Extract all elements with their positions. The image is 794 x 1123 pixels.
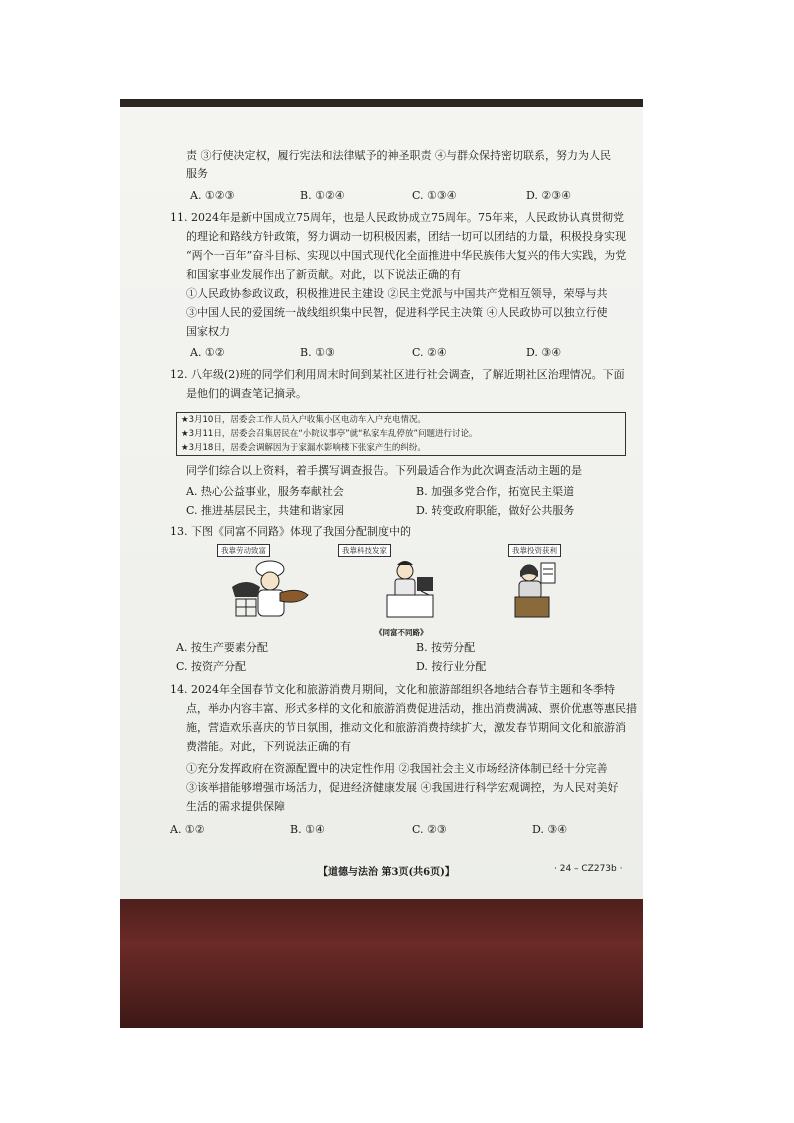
q11-line1: 11. 2024年是新中国成立75周年，也是人民政协成立75周年。75年来，人民政协认真贯彻党	[170, 211, 624, 224]
q14-line1: 14. 2024年全国春节文化和旅游消费月期间，文化和旅游部组织各地结合春节主题和冬季特	[170, 683, 615, 696]
q13-option-a: A. 按生产要素分配	[176, 641, 268, 654]
q11-option-a: A. ①②	[190, 346, 225, 359]
q12-line1: 12. 八年级(2)班的同学们利用周末时间到某社区进行社会调查，了解近期社区治理情况。下面	[170, 368, 625, 381]
q14-line6: ③该举措能够增强市场活力，促进经济健康发展 ④我国进行科学宏观调控，为人民对美好	[186, 781, 619, 794]
q11-option-c: C. ②④	[412, 346, 447, 359]
q14-option-a: A. ①②	[170, 823, 205, 836]
footer-page-info: 【道德与法治 第3页(共6页)】	[318, 867, 455, 878]
q12-after: 同学们综合以上资料，着手撰写调查报告。下列最适合作为此次调查活动主题的是	[186, 464, 582, 477]
q10-line2: 服务	[186, 167, 208, 180]
q14-option-b: B. ①④	[290, 823, 325, 836]
q14-line5: ①充分发挥政府在资源配置中的决定性作用 ②我国社会主义市场经济体制已经十分完善	[186, 762, 608, 775]
chef-cartoon	[220, 559, 315, 619]
cartoon-caption: 《同富不同路》	[375, 628, 428, 637]
survey-note-2: ★3月11日，居委会召集居民在“小院议事亭”就“私家车乱停放”问题进行讨论。	[181, 429, 478, 439]
q14-line4: 费潜能。对此，下列说法正确的有	[186, 740, 351, 753]
q12-option-d: D. 转变政府职能，做好公共服务	[416, 504, 575, 517]
q11-line7: 国家权力	[186, 325, 230, 338]
engineer-cartoon	[375, 559, 445, 619]
footer-code: · 24 – CZ273b ·	[554, 864, 623, 874]
survey-note-1: ★3月10日，居委会工作人员入户收集小区电动车入户充电情况。	[181, 415, 426, 425]
survey-note-3: ★3月18日，居委会调解因为于家漏水影响楼下张家产生的纠纷。	[181, 443, 426, 453]
q12-option-a: A. 热心公益事业，服务奉献社会	[186, 485, 344, 498]
q11-line2: 的理论和路线方针政策，努力调动一切积极因素，团结一切可以团结的力量，积极投身实现	[186, 230, 626, 243]
q12-option-c: C. 推进基层民主，共建和谐家园	[186, 504, 345, 517]
q10-option-b: B. ①②④	[300, 189, 345, 202]
q11-option-d: D. ③④	[526, 346, 562, 359]
bubble-tech: 我靠科技发家	[338, 544, 391, 557]
q11-line4: 和国家事业发展作出了新贡献。对此，以下说法正确的有	[186, 268, 461, 281]
q11-line3: “两个一百年”奋斗目标、实现以中国式现代化全面推进中华民族伟大复兴的伟大实践，为党	[186, 249, 627, 262]
q11-option-b: B. ①③	[300, 346, 335, 359]
wood-table-background	[120, 899, 643, 1028]
q12-line2: 是他们的调查笔记摘录。	[186, 387, 307, 400]
q13-option-d: D. 按行业分配	[416, 660, 487, 673]
q14-line3: 施，营造欢乐喜庆的节日氛围，推动文化和旅游消费持续扩大，激发春节期间文化和旅游消	[186, 721, 626, 734]
investor-cartoon	[505, 559, 565, 621]
q10-option-d: D. ②③④	[526, 189, 572, 202]
bubble-investment: 我靠投资获利	[508, 544, 561, 557]
q14-line2: 点，举办内容丰富、形式多样的文化和旅游消费促进活动，推出消费满减、票价优惠等惠民措	[186, 702, 637, 715]
photo-frame	[120, 99, 643, 1028]
q10-option-a: A. ①②③	[190, 189, 235, 202]
q12-option-b: B. 加强多党合作，拓宽民主渠道	[416, 485, 575, 498]
bubble-labor: 我靠劳动致富	[217, 544, 270, 557]
exam-paper	[120, 107, 643, 907]
q14-option-c: C. ②③	[412, 823, 447, 836]
q13-option-b: B. 按劳分配	[416, 641, 476, 654]
q13-line: 13. 下图《同富不同路》体现了我国分配制度中的	[170, 525, 411, 538]
dark-top-strip	[120, 99, 643, 107]
q10-line1: 责 ③行使决定权，履行宪法和法律赋予的神圣职责 ④与群众保持密切联系，努力为人民	[186, 149, 611, 162]
q14-option-d: D. ③④	[532, 823, 568, 836]
q10-option-c: C. ①③④	[412, 189, 457, 202]
q11-line5: ①人民政协参政议政，积极推进民主建设 ②民主党派与中国共产党相互领导，荣辱与共	[186, 287, 608, 300]
q11-line6: ③中国人民的爱国统一战线组织集中民智，促进科学民主决策 ④人民政协可以独立行使	[186, 306, 608, 319]
q13-option-c: C. 按资产分配	[176, 660, 247, 673]
survey-notes-box	[176, 412, 626, 456]
q14-line7: 生活的需求提供保障	[186, 800, 285, 813]
